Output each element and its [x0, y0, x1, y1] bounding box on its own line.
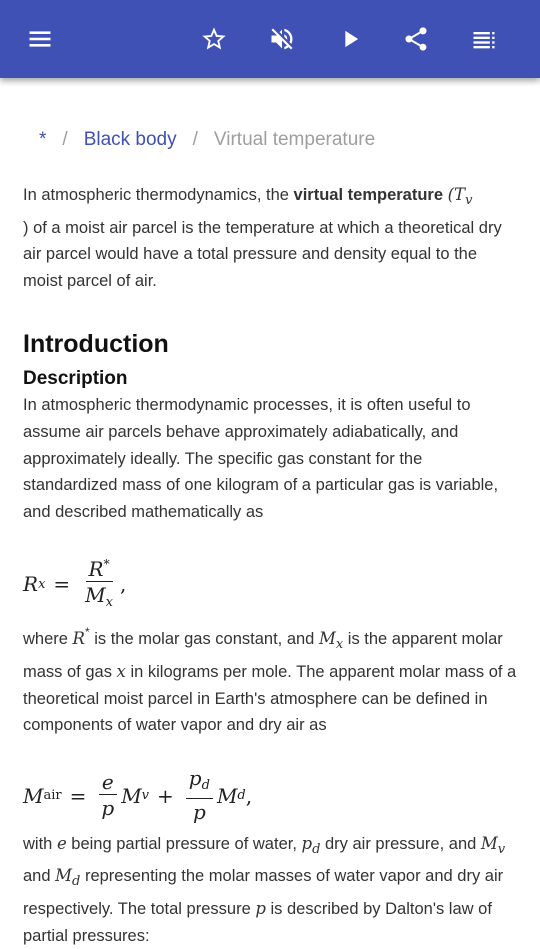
star-icon [200, 25, 228, 53]
menu-icon [26, 25, 54, 53]
breadcrumb-root[interactable]: * [39, 129, 47, 150]
breadcrumb [23, 126, 518, 154]
formula-specific-gas-constant: R x = $\frac{R^*}{M_x}$ , [23, 549, 518, 619]
bookmark-button[interactable] [192, 17, 236, 61]
section-heading-introduction: Introduction [23, 330, 169, 359]
toc-button[interactable] [462, 17, 506, 61]
breadcrumb-separator: / [192, 129, 198, 150]
intro-term: virtual temperature [293, 186, 444, 204]
subsection-heading-description: Description [23, 368, 128, 390]
share-button[interactable] [394, 17, 438, 61]
description-paragraph: In atmospheric thermodynamic processes, it is often useful to assume air parcels behave approximately adiabatically, and approximately ideally. The specific gas constant for the standardized mass of one kilogram of a particular gas is variable, and described mathematically as [23, 396, 499, 521]
app-bar [0, 0, 540, 78]
play-button[interactable] [328, 17, 372, 61]
intro-symbol: ($T_v$ [447, 185, 473, 208]
toc-icon [470, 25, 498, 53]
intro-paragraph [23, 182, 518, 294]
molar-mass-paragraph: where R* is the molar gas constant, and $M_x$ is the apparent molar mass of gas x in kilograms per mole. The apparent molar mass of a theoretical moist parcel in Earth's atmosphere can be defined in components of water vapor and dry air as [23, 625, 517, 735]
partial-pressure-paragraph: with e being partial pressure of water, $p_d$ dry air pressure, and $M_v$ and $M_d$ representing the molar masses of water vapor and dry air respectively. The total pressure p is described by Dalton's law of partial pressures: [23, 833, 506, 945]
intro-text-rest: ) of a moist air parcel is the temperature at which a theoretical dry air parcel would have a total pressure and density equal to the moist parcel of air. [23, 218, 502, 290]
intro-text: In atmospheric thermodynamics, the [23, 186, 294, 204]
breadcrumb-parent-link[interactable]: Black body [83, 129, 177, 150]
mute-icon [268, 25, 296, 53]
menu-button[interactable] [18, 17, 62, 61]
play-icon [336, 25, 364, 53]
breadcrumb-separator: / [62, 129, 68, 150]
mute-button[interactable] [260, 17, 304, 61]
breadcrumb-current: Virtual temperature [213, 129, 376, 150]
formula-apparent-molar-mass: M air = $\frac{e}{p}$ M v + $\frac{p_d}{p}$ M d , [23, 766, 253, 825]
share-icon [402, 25, 430, 53]
article-content [0, 78, 540, 945]
